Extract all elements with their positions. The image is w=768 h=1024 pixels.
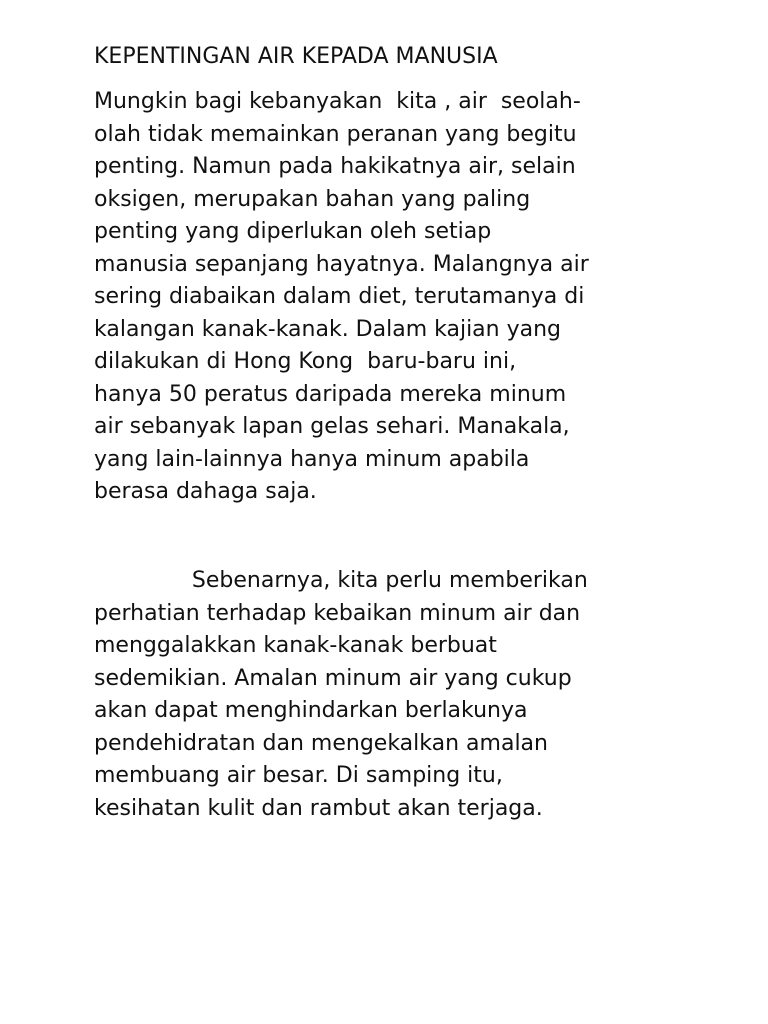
paragraph-line: hanya 50 peratus daripada mereka minum	[94, 381, 567, 407]
paragraph-line: perhatian terhadap kebaikan minum air dan	[94, 600, 581, 626]
paragraph-line: membuang air besar. Di samping itu,	[94, 763, 503, 788]
paragraph-line: menggalakkan kanak-kanak berbuat	[94, 633, 497, 658]
paragraph-line: penting yang diperlukan oleh setiap	[94, 219, 492, 244]
paragraph-line: yang lain-lainnya hanya minum apabila	[94, 446, 530, 472]
paragraph-line: olah tidak memainkan peranan yang begitu	[94, 121, 577, 147]
paragraph-line: pendehidratan dan mengekalkan amalan	[94, 730, 548, 756]
paragraph-line: kesihatan kulit dan rambut akan terjaga.	[94, 795, 543, 821]
paragraph-line: berasa dahaga saja.	[94, 479, 317, 504]
paragraph-line: air sebanyak lapan gelas sehari. Manakala,	[94, 414, 570, 439]
paragraph-line: sering diabaikan dalam diet, terutamanya di	[94, 284, 585, 309]
paragraph-line: Mungkin bagi kebanyakan kita , air seolah-	[94, 89, 581, 114]
paragraph-2	[94, 565, 588, 825]
paragraph-line: dilakukan di Hong Kong baru-baru ini,	[94, 349, 517, 374]
paragraph-line: oksigen, merupakan bahan yang paling	[94, 186, 531, 212]
paragraph-line: sedemikian. Amalan minum air yang cukup	[94, 665, 572, 691]
paragraph-line: penting. Namun pada hakikatnya air, selain	[94, 154, 576, 179]
paragraph-1	[94, 86, 589, 509]
paragraph-line: akan dapat menghindarkan berlakunya	[94, 698, 528, 723]
paragraph-line: Sebenarnya, kita perlu memberikan	[94, 568, 588, 593]
paragraph-line: manusia sepanjang hayatnya. Malangnya air	[94, 251, 589, 277]
paragraph-line: kalangan kanak-kanak. Dalam kajian yang	[94, 316, 562, 342]
document-title: KEPENTINGAN AIR KEPADA MANUSIA	[94, 44, 498, 69]
